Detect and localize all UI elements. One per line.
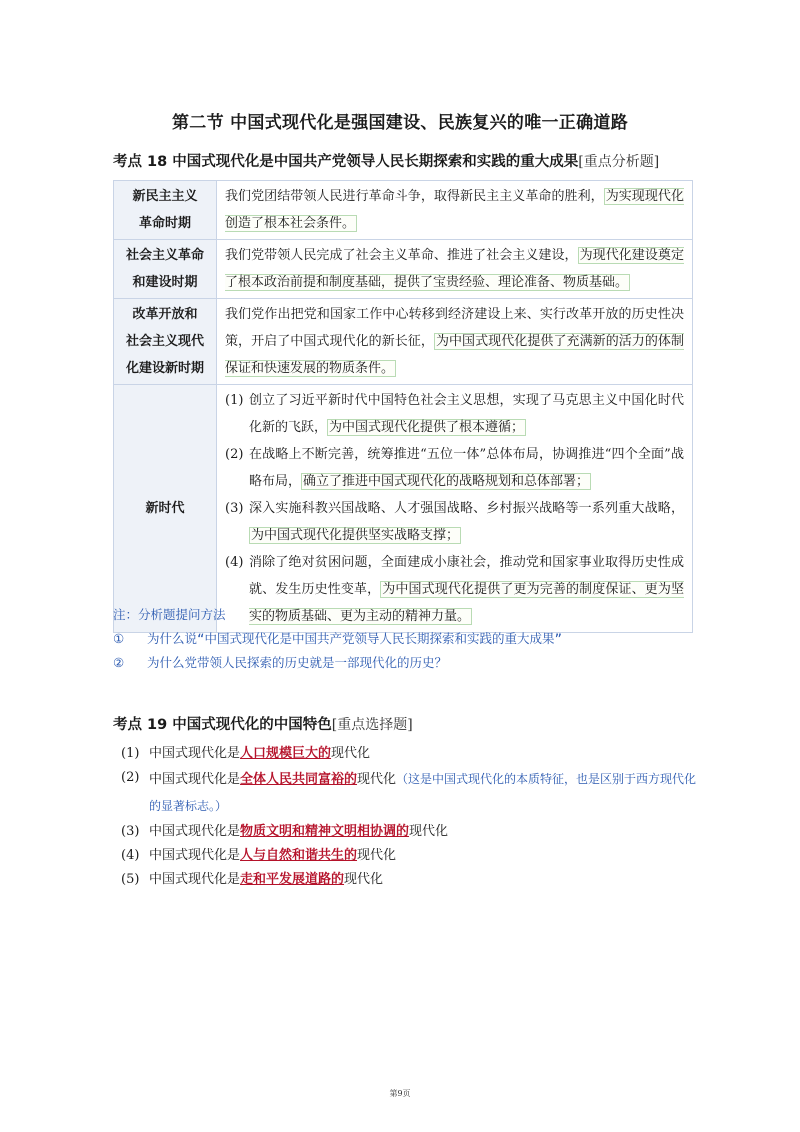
note-text: 为什么党带领人民探索的历史就是一部现代化的历史？ <box>147 655 448 670</box>
section-title: 第二节 中国式现代化是强国建设、民族复兴的唯一正确道路 <box>171 113 629 133</box>
list-number: (3) <box>225 501 244 516</box>
item-suffix: 现代化 <box>331 746 371 761</box>
list-item <box>121 820 701 844</box>
row-body <box>217 385 693 633</box>
key-phrase: 走和平发展道路的 <box>240 872 345 887</box>
item-highlight: 为中国式现代化提供了根本遵循； <box>329 420 525 435</box>
page-number: 第9页 <box>389 1089 411 1098</box>
row-head-line: 新时代 <box>145 501 185 516</box>
row-text: 我们党作出把党和国家工作中心转移到经济建设上来、实行改革开放的历史性决策，开启了中国式现代化的新长征， <box>225 307 684 349</box>
table-row <box>114 299 693 385</box>
note-item <box>113 651 562 675</box>
row-head-line: 新民主主义 <box>132 189 198 204</box>
key-phrase: 物质文明和精神文明相协调的 <box>240 824 410 839</box>
row-head <box>114 240 217 299</box>
list-number: (4) <box>225 555 244 570</box>
note-mark: ② <box>113 655 125 670</box>
kp19-tag: [重点选择题] <box>331 717 413 733</box>
kp18-title: 考点 18 中国式现代化是中国共产党领导人民长期探索和实践的重大成果 <box>113 154 579 170</box>
row-head <box>114 385 217 633</box>
row-body <box>217 181 693 240</box>
kp19-heading <box>113 713 413 734</box>
item-text: 深入实施科教兴国战略、人才强国战略、乡村振兴战略等一系列重大战略， <box>249 501 684 516</box>
row-head <box>114 181 217 240</box>
note-title: 注：分析题提问方法 <box>113 607 226 622</box>
row-head <box>114 299 217 385</box>
item-highlight: 为中国式现代化提供坚实战略支撑； <box>251 528 460 543</box>
list-item <box>121 766 701 820</box>
key-phrase: 人口规模巨大的 <box>240 746 332 761</box>
item-highlight: 为中国式现代化提供了更为完善的制度保证、更为坚实的物质基础、更为主动的精神力量。 <box>249 582 684 624</box>
item-prefix: 中国式现代化是 <box>149 848 241 863</box>
key-phrase: 人与自然和谐共生的 <box>240 848 358 863</box>
item-suffix: 现代化 <box>357 848 397 863</box>
item-prefix: 中国式现代化是 <box>149 824 241 839</box>
kp19-title: 考点 19 中国式现代化的中国特色 <box>113 717 332 733</box>
item-highlight: 确立了推进中国式现代化的战略规划和总体部署； <box>303 474 590 489</box>
item-suffix: 现代化 <box>344 872 384 887</box>
item-prefix: 中国式现代化是 <box>149 872 241 887</box>
list-item <box>121 868 701 892</box>
note-text: 为什么说“中国式现代化是中国共产党领导人民长期探索和实践的重大成果” <box>147 631 563 646</box>
key-phrase: 全体人民共同富裕的 <box>240 772 358 787</box>
row-text: 我们党带领人民完成了社会主义革命、推进了社会主义建设， <box>225 248 578 263</box>
table-row <box>114 240 693 299</box>
item-text: 在战略上不断完善，统筹推进“五位一体”总体布局，协调推进“四个全面”战略布局， <box>249 447 684 489</box>
row-text: 我们党团结带领人民进行革命斗争，取得新民主主义革命的胜利， <box>225 189 604 204</box>
list-item <box>121 742 701 766</box>
kp18-heading <box>113 150 659 171</box>
row-highlight: 为实现现代化创造了根本社会条件。 <box>225 189 684 231</box>
row-highlight: 为现代化建设奠定了根本政治前提和制度基础，提供了宝贵经验、理论准备、物质基础。 <box>225 248 684 290</box>
list-item <box>225 495 684 549</box>
list-number: (5) <box>121 872 140 887</box>
row-head-line: 社会主义革命 <box>125 248 204 263</box>
list-item <box>225 387 684 441</box>
table-row <box>114 181 693 240</box>
row-highlight: 为中国式现代化提供了充满新的活力的体制保证和快速发展的物质条件。 <box>225 334 684 376</box>
item-text: 消除了绝对贫困问题，全面建成小康社会，推动党和国家事业取得历史性成就、发生历史性变革， <box>249 555 684 597</box>
item-note: （这是中国式现代化的本质特征，也是区别于西方现代化的显著标志。） <box>149 772 697 813</box>
item-prefix: 中国式现代化是 <box>149 772 241 787</box>
row-head-line: 革命时期 <box>138 216 191 231</box>
list-number: (2) <box>225 447 244 462</box>
list-item <box>225 441 684 495</box>
kp19-list <box>121 742 701 892</box>
row-head-line: 改革开放和 <box>132 307 198 322</box>
row-head-line: 社会主义现代 <box>125 334 204 349</box>
list-number: (1) <box>225 393 244 408</box>
analysis-note <box>113 603 562 675</box>
row-head-line: 化建设新时期 <box>125 361 204 376</box>
item-suffix: 现代化 <box>409 824 449 839</box>
list-number: (4) <box>121 848 140 863</box>
kp18-tag: [重点分析题] <box>578 154 660 170</box>
list-number: (3) <box>121 824 140 839</box>
list-number: (2) <box>121 770 140 785</box>
table-row <box>114 385 693 633</box>
list-item <box>121 844 701 868</box>
item-text: 创立了习近平新时代中国特色社会主义思想，实现了马克思主义中国化时代化新的飞跃， <box>249 393 684 435</box>
row-body <box>217 240 693 299</box>
item-suffix: 现代化 <box>357 772 397 787</box>
list-number: (1) <box>121 746 140 761</box>
note-mark: ① <box>113 631 125 646</box>
kp18-table <box>113 180 693 633</box>
item-prefix: 中国式现代化是 <box>149 746 241 761</box>
row-head-line: 和建设时期 <box>132 275 198 290</box>
note-item <box>113 627 562 651</box>
row-body <box>217 299 693 385</box>
